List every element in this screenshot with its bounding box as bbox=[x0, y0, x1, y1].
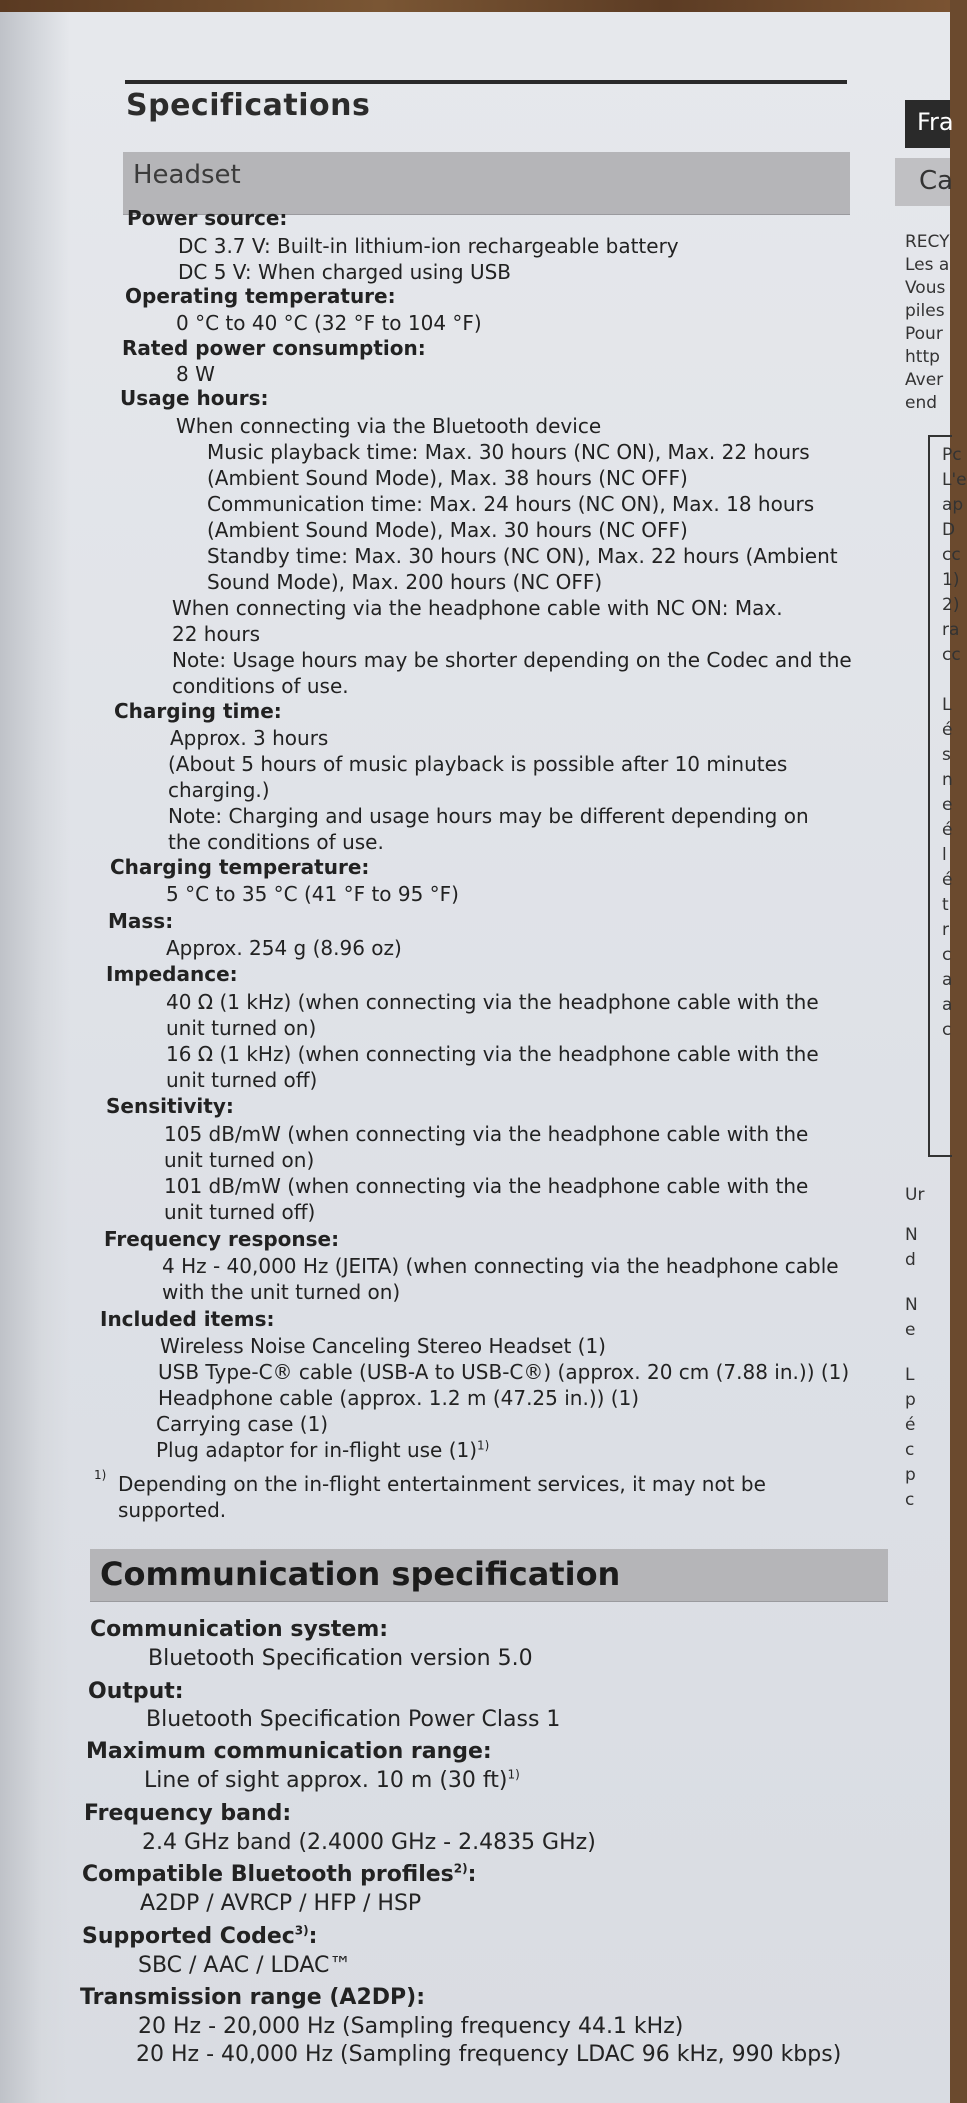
right-page-line: Vous bbox=[905, 278, 946, 298]
included-item: Wireless Noise Canceling Stereo Headset (1) bbox=[160, 1334, 606, 1358]
right-box-line: cc bbox=[942, 645, 961, 665]
right-box-line: c bbox=[942, 945, 952, 965]
right-box-line: 2) bbox=[942, 595, 960, 615]
spec-label-transmission-range: Transmission range (A2DP): bbox=[80, 1985, 425, 2010]
right-box-line: Pc bbox=[942, 445, 962, 465]
right-page-line: piles bbox=[905, 301, 945, 321]
right-box-line: L'e bbox=[942, 470, 967, 490]
charging-time-line: (About 5 hours of music playback is possible after 10 minutes bbox=[168, 752, 788, 776]
spec-value-rated-power: 8 W bbox=[176, 362, 215, 386]
included-item: Headphone cable (approx. 1.2 m (47.25 in.)) (1) bbox=[158, 1386, 640, 1410]
page-fold-shadow bbox=[0, 12, 70, 2103]
spec-label-bluetooth-profiles: Compatible Bluetooth profiles$^{2)}$: bbox=[82, 1861, 477, 1887]
charging-time-line: Approx. 3 hours bbox=[170, 726, 329, 750]
page-title: Specifications bbox=[126, 88, 371, 123]
right-box-line: D bbox=[942, 520, 956, 540]
usage-line: Note: Usage hours may be shorter depending on the Codec and the bbox=[172, 648, 852, 672]
freq-response-line: 4 Hz - 40,000 Hz (JEITA) (when connecting via the headphone cable bbox=[162, 1254, 839, 1278]
sensitivity-line: 101 dB/mW (when connecting via the headphone cable with the bbox=[164, 1174, 809, 1198]
right-box-line: a bbox=[942, 970, 953, 990]
language-tab-french bbox=[905, 100, 954, 148]
spec-value-supported-codec: SBC / AAC / LDAC™ bbox=[138, 1953, 352, 1978]
spec-label-included-items: Included items: bbox=[100, 1307, 275, 1331]
range-text: Line of sight approx. 10 m (30 ft) bbox=[144, 1768, 508, 1793]
impedance-line: unit turned off) bbox=[166, 1068, 318, 1092]
spec-label-communication-system: Communication system: bbox=[90, 1617, 389, 1642]
spec-label-output: Output: bbox=[88, 1679, 184, 1704]
footnote-ref: 1) bbox=[477, 1438, 490, 1453]
right-box-line: s bbox=[942, 745, 951, 765]
footnote-line: Depending on the in-flight entertainment services, it may not be bbox=[118, 1472, 766, 1496]
usage-line: When connecting via the headphone cable with NC ON: Max. bbox=[172, 596, 783, 620]
usage-line: Standby time: Max. 30 hours (NC ON), Max. 22 hours (Ambient bbox=[207, 544, 838, 568]
spec-value-mass: Approx. 254 g (8.96 oz) bbox=[166, 936, 402, 960]
right-page-line: N bbox=[905, 1225, 918, 1245]
language-tab-label: Fra bbox=[917, 108, 954, 136]
right-page-line: Pour bbox=[905, 324, 943, 344]
spec-label-rated-power: Rated power consumption: bbox=[122, 336, 426, 360]
codec-label-text: Supported Codec bbox=[82, 1924, 295, 1949]
impedance-line: unit turned on) bbox=[166, 1016, 317, 1040]
right-box-line: cc bbox=[942, 545, 961, 565]
spec-label-charging-temp: Charging temperature: bbox=[110, 855, 370, 879]
usage-line: conditions of use. bbox=[172, 674, 349, 698]
right-page-line: Les a bbox=[905, 255, 950, 275]
right-box-line: l bbox=[942, 845, 947, 865]
right-box-line: a bbox=[942, 995, 953, 1015]
spec-label-usage-hours: Usage hours: bbox=[120, 386, 269, 410]
freq-response-line: with the unit turned on) bbox=[162, 1280, 401, 1304]
right-box-line: c bbox=[942, 1020, 952, 1040]
spec-label-power-source: Power source: bbox=[127, 206, 288, 230]
title-rule bbox=[125, 80, 847, 84]
spec-label-impedance: Impedance: bbox=[106, 962, 238, 986]
right-box-line: 1) bbox=[942, 570, 960, 590]
spec-label-supported-codec: Supported Codec$^{3)}$: bbox=[82, 1923, 318, 1949]
right-box-line: é bbox=[942, 720, 953, 740]
section-heading-communication: Communication specification bbox=[100, 1555, 621, 1593]
right-page-line: p bbox=[905, 1390, 916, 1410]
right-page-line: Aver bbox=[905, 370, 944, 390]
transmission-line: 20 Hz - 40,000 Hz (Sampling frequency LDAC 96 kHz, 990 kbps) bbox=[136, 2042, 842, 2067]
profiles-label-text: Compatible Bluetooth profiles bbox=[82, 1862, 454, 1887]
impedance-line: 16 Ω (1 kHz) (when connecting via the headphone cable with the bbox=[166, 1042, 819, 1066]
sensitivity-line: unit turned on) bbox=[164, 1148, 315, 1172]
spec-label-sensitivity: Sensitivity: bbox=[106, 1094, 234, 1118]
spec-label-max-range: Maximum communication range: bbox=[86, 1739, 492, 1764]
right-page-line: N bbox=[905, 1295, 918, 1315]
sensitivity-line: 105 dB/mW (when connecting via the headphone cable with the bbox=[164, 1122, 809, 1146]
spec-value-max-range bbox=[144, 1767, 520, 1795]
usage-line: Sound Mode), Max. 200 hours (NC OFF) bbox=[207, 570, 603, 594]
charging-time-line: charging.) bbox=[168, 778, 270, 802]
transmission-line: 20 Hz - 20,000 Hz (Sampling frequency 44.1 kHz) bbox=[138, 2014, 684, 2039]
spec-label-operating-temp: Operating temperature: bbox=[125, 284, 396, 308]
right-box-line: ap bbox=[942, 495, 964, 515]
included-item-text: Plug adaptor for in-flight use (1) bbox=[156, 1438, 478, 1462]
section-heading-headset: Headset bbox=[133, 160, 241, 190]
spec-value-power-source-2: DC 5 V: When charged using USB bbox=[178, 260, 512, 284]
footnote-ref: 3) bbox=[294, 1923, 309, 1938]
right-page-line: c bbox=[905, 1490, 915, 1510]
right-page-line: p bbox=[905, 1465, 916, 1485]
spec-value-charging-temp: 5 °C to 35 °C (41 °F to 95 °F) bbox=[166, 882, 459, 906]
right-page-line: é bbox=[905, 1415, 916, 1435]
right-page-line: d bbox=[905, 1250, 916, 1270]
sensitivity-line: unit turned off) bbox=[164, 1200, 316, 1224]
charging-time-line: Note: Charging and usage hours may be different depending on bbox=[168, 804, 809, 828]
right-page-line: e bbox=[905, 1320, 916, 1340]
spec-value-frequency-band: 2.4 GHz band (2.4000 GHz - 2.4835 GHz) bbox=[142, 1830, 596, 1855]
spec-value-power-source-1: DC 3.7 V: Built-in lithium-ion rechargeable battery bbox=[178, 234, 679, 258]
right-box-line: n bbox=[942, 770, 953, 790]
right-page-line: end bbox=[905, 393, 938, 413]
right-box-line: e bbox=[942, 795, 953, 815]
included-item-plug-adaptor bbox=[156, 1437, 489, 1463]
usage-line: Music playback time: Max. 30 hours (NC ON), Max. 22 hours bbox=[207, 440, 810, 464]
footnote-ref: 1) bbox=[507, 1767, 520, 1782]
right-page-line: L bbox=[905, 1365, 915, 1385]
spec-value-operating-temp: 0 °C to 40 °C (32 °F to 104 °F) bbox=[176, 311, 482, 335]
spec-value-communication-system: Bluetooth Specification version 5.0 bbox=[148, 1646, 533, 1671]
right-section-header bbox=[895, 158, 954, 206]
usage-line: 22 hours bbox=[172, 622, 261, 646]
usage-line: (Ambient Sound Mode), Max. 30 hours (NC OFF) bbox=[207, 518, 688, 542]
section-header-communication bbox=[90, 1549, 888, 1602]
spec-label-frequency-band: Frequency band: bbox=[84, 1801, 292, 1826]
right-box-line: r bbox=[942, 920, 949, 940]
included-item: Carrying case (1) bbox=[156, 1412, 329, 1436]
right-page-line: http bbox=[905, 347, 940, 367]
spec-label-frequency-response: Frequency response: bbox=[104, 1227, 340, 1251]
footnote-ref: 2) bbox=[453, 1861, 468, 1876]
impedance-line: 40 Ω (1 kHz) (when connecting via the headphone cable with the bbox=[166, 990, 819, 1014]
right-box-line: é bbox=[942, 820, 953, 840]
usage-line: Communication time: Max. 24 hours (NC ON), Max. 18 hours bbox=[207, 492, 815, 516]
charging-time-line: the conditions of use. bbox=[168, 830, 384, 854]
usage-line: When connecting via the Bluetooth device bbox=[176, 414, 602, 438]
footnote-marker: 1) bbox=[94, 1468, 107, 1482]
right-section-heading: Ca bbox=[919, 166, 954, 196]
right-box-line: ra bbox=[942, 620, 960, 640]
spec-value-output: Bluetooth Specification Power Class 1 bbox=[146, 1707, 561, 1732]
right-page-line: RECY bbox=[905, 232, 950, 252]
right-page-line: c bbox=[905, 1440, 915, 1460]
spec-value-bluetooth-profiles: A2DP / AVRCP / HFP / HSP bbox=[140, 1891, 422, 1916]
right-box-line: é bbox=[942, 870, 953, 890]
footnote-line: supported. bbox=[118, 1498, 227, 1522]
right-box-line: t bbox=[942, 895, 949, 915]
spec-label-charging-time: Charging time: bbox=[114, 699, 282, 723]
usage-line: (Ambient Sound Mode), Max. 38 hours (NC OFF) bbox=[207, 466, 688, 490]
spec-label-mass: Mass: bbox=[108, 909, 174, 933]
right-box-line: L bbox=[942, 695, 952, 715]
included-item: USB Type-C® cable (USB-A to USB-C®) (approx. 20 cm (7.88 in.)) (1) bbox=[158, 1360, 850, 1384]
right-page-line: Ur bbox=[905, 1185, 925, 1205]
